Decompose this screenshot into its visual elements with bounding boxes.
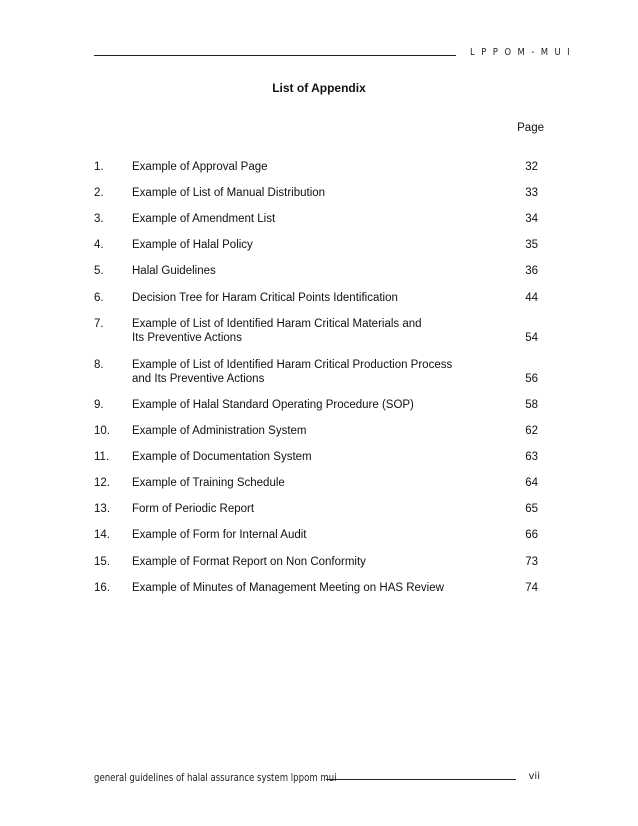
item-page: 64	[525, 477, 538, 489]
item-number: 8.	[94, 359, 104, 371]
item-page: 32	[525, 161, 538, 173]
item-number: 14.	[94, 529, 110, 541]
item-title: Halal Guidelines	[132, 265, 216, 277]
item-page: 56	[525, 373, 538, 385]
item-number: 5.	[94, 265, 104, 277]
item-number: 9.	[94, 399, 104, 411]
item-page: 36	[525, 265, 538, 277]
footer-text: general guidelines of halal assurance system lppom mui	[94, 771, 337, 784]
item-title: Example of Approval Page	[132, 161, 268, 173]
item-number: 7.	[94, 318, 104, 330]
item-page: 63	[525, 451, 538, 463]
item-title: Example of Administration System	[132, 425, 307, 437]
item-number: 2.	[94, 187, 104, 199]
item-title: Example of Halal Standard Operating Procedure (SOP)	[132, 399, 414, 411]
item-title: Example of Format Report on Non Conformity	[132, 556, 366, 568]
item-title: Decision Tree for Haram Critical Points Identification	[132, 292, 398, 304]
item-title: Example of Form for Internal Audit	[132, 529, 307, 541]
item-page: 73	[525, 556, 538, 568]
item-number: 4.	[94, 239, 104, 251]
page-title: List of Appendix	[272, 81, 366, 95]
item-number: 16.	[94, 582, 110, 594]
footer-page-number: vii	[528, 771, 540, 782]
item-title: Example of List of Manual Distribution	[132, 187, 326, 199]
item-page: 66	[525, 529, 538, 541]
item-page: 33	[525, 187, 538, 199]
item-title: Example of Minutes of Management Meeting on HAS Review	[132, 582, 444, 594]
item-page: 65	[525, 503, 538, 515]
item-number: 3.	[94, 213, 104, 225]
item-title: Example of List of Identified Haram Critical Materials and Its Preventive Actions	[132, 318, 422, 344]
item-page: 35	[525, 239, 538, 251]
item-number: 13.	[94, 503, 110, 515]
item-page: 74	[525, 582, 538, 594]
item-page: 44	[525, 292, 538, 304]
page-column-label: Page	[517, 122, 544, 134]
header-rule	[94, 55, 456, 56]
header-org: L P P O M - M U I	[470, 47, 572, 58]
item-number: 12.	[94, 477, 110, 489]
item-page: 34	[525, 213, 538, 225]
item-title: Example of Amendment List	[132, 213, 276, 225]
item-title: Example of List of Identified Haram Critical Production Process and Its Preventive Actions	[132, 359, 453, 385]
item-number: 1.	[94, 161, 104, 173]
item-page: 54	[525, 332, 538, 344]
item-number: 15.	[94, 556, 110, 568]
item-page: 62	[525, 425, 538, 437]
item-title: Example of Halal Policy	[132, 239, 253, 251]
item-title: Example of Documentation System	[132, 451, 312, 463]
item-page: 58	[525, 399, 538, 411]
item-title: Example of Training Schedule	[132, 477, 285, 489]
footer-rule	[326, 779, 516, 780]
item-number: 11.	[94, 451, 110, 463]
item-title: Form of Periodic Report	[132, 503, 255, 515]
item-number: 10.	[94, 425, 110, 437]
item-number: 6.	[94, 292, 104, 304]
